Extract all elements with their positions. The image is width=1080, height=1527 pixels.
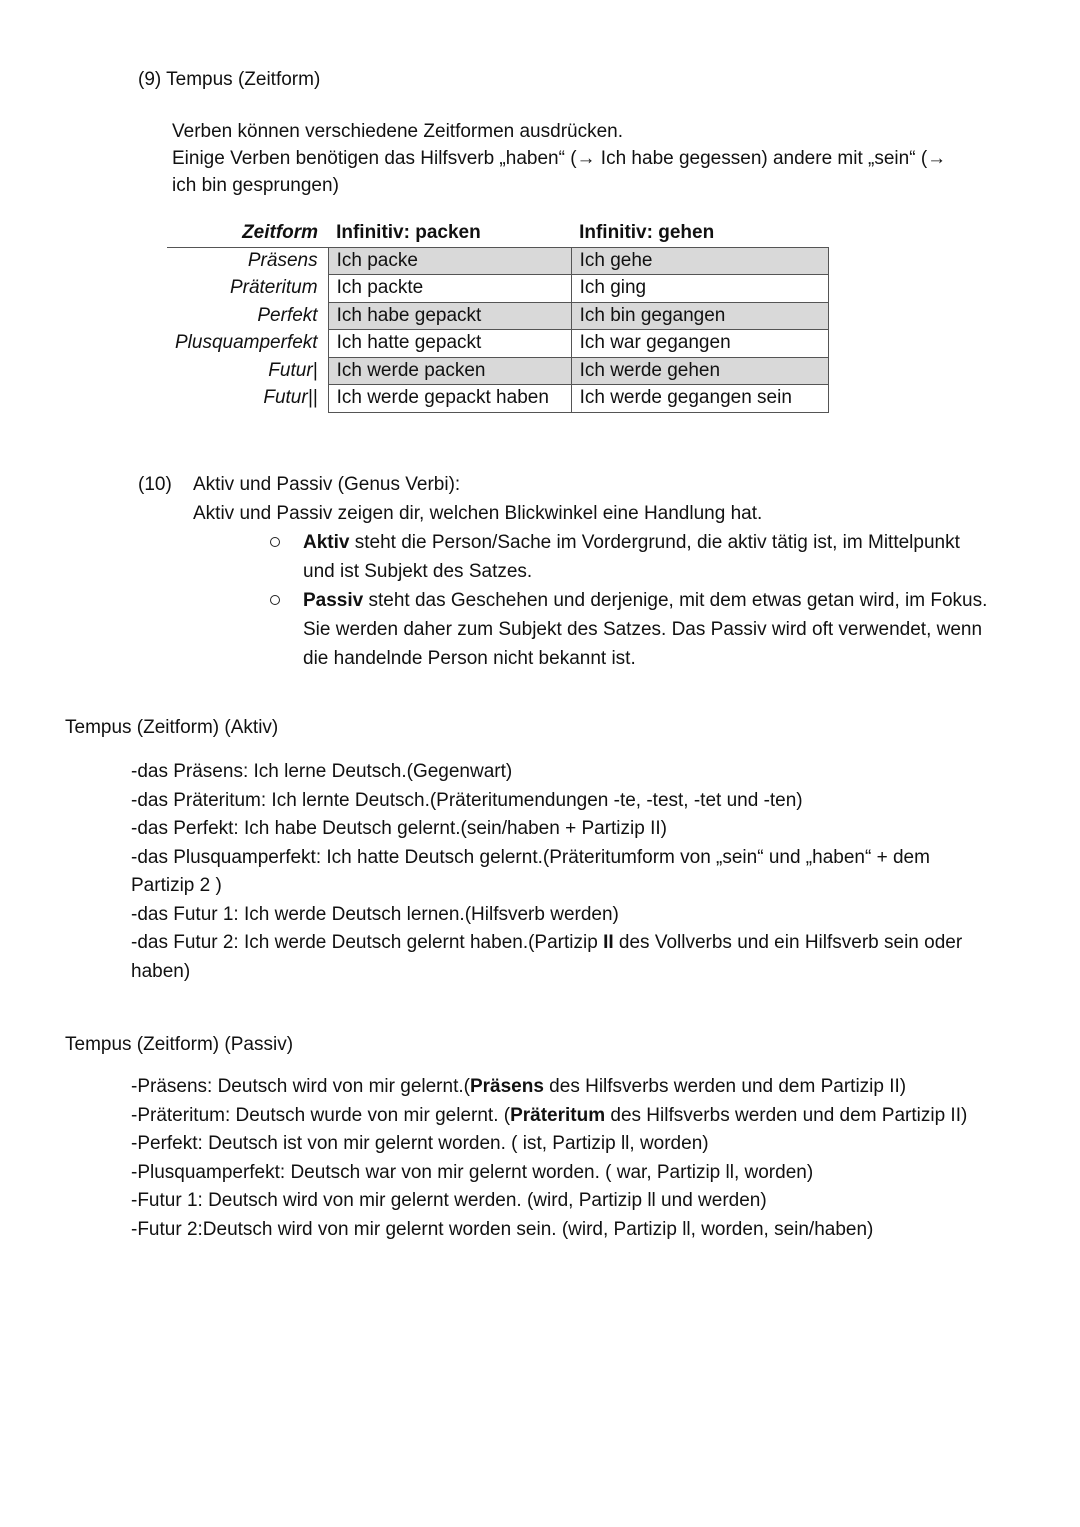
passiv-list [131, 1073, 967, 1244]
term-aktiv: Aktiv [303, 532, 350, 553]
aktiv-line: -das Perfekt: Ich habe Deutsch gelernt.(sein/haben + Partizip II) [131, 818, 667, 839]
row-label: Präteritum [229, 277, 318, 299]
table-cell: Ich packe [328, 247, 571, 275]
list-item-aktiv [303, 528, 987, 586]
intro-line: Verben können verschiedene Zeitformen ausdrücken. [172, 121, 623, 142]
row-label: Präsens [247, 250, 318, 271]
aktiv-line: haben) [131, 960, 191, 982]
section10-intro: Aktiv und Passiv zeigen dir, welchen Blickwinkel eine Handlung hat. [193, 503, 763, 524]
bullet-text: steht das Geschehen und derjenige, mit dem etwas getan wird, im Fokus. [363, 590, 988, 611]
text: des Hilfsverbs werden und dem Partizip II) [605, 1104, 968, 1126]
column-header-packen: Infinitiv: packen [328, 220, 571, 247]
text: des Hilfsverbs werden und dem Partizip II) [543, 1076, 907, 1097]
row-label: Futur|| [263, 387, 318, 409]
table-cell: Ich hatte gepackt [328, 330, 571, 358]
passiv-line [131, 1073, 967, 1102]
table-cell: Ich bin gegangen [571, 302, 828, 330]
table-row [167, 247, 828, 275]
passiv-line: -Perfekt: Deutsch ist von mir gelernt worden. ( ist, Partizip ll, worden) [131, 1133, 709, 1154]
aktiv-line: -das Plusquamperfekt: Ich hatte Deutsch gelernt.(Präteritumform von „sein“ und „haben“ + dem [131, 846, 930, 868]
section10-heading: Aktiv und Passiv (Genus Verbi): [193, 474, 461, 495]
row-label: Plusquamperfekt [175, 332, 318, 354]
tense-table [167, 220, 829, 413]
row-label: Perfekt [257, 304, 318, 326]
aktiv-line-futur2 [131, 929, 962, 958]
section9-intro [172, 118, 946, 199]
table-row [167, 385, 828, 413]
table-cell: Ich gehe [571, 247, 828, 275]
section10-number: (10) [138, 474, 172, 495]
bold-text: II [603, 932, 614, 953]
aktiv-list [131, 758, 962, 986]
table-row [167, 275, 828, 303]
table-cell: Ich habe gepackt [328, 302, 571, 330]
column-header-zeitform: Zeitform [167, 220, 328, 247]
bold-text: Präteritum [510, 1104, 606, 1126]
table-cell: Ich werde packen [328, 357, 571, 385]
table-row [167, 302, 828, 330]
aktiv-line: -das Futur 1: Ich werde Deutsch lernen.(Hilfsverb werden) [131, 903, 619, 925]
table-cell: Ich werde gehen [571, 357, 828, 385]
text: -das Futur 2: Ich werde Deutsch gelernt haben.(Partizip [131, 932, 604, 953]
passiv-line: -Futur 1: Deutsch wird von mir gelernt werden. (wird, Partizip ll und werden) [131, 1190, 767, 1211]
text: -Präteritum: Deutsch wurde von mir gelernt. ( [131, 1104, 511, 1126]
section9-heading: (9) Tempus (Zeitform) [138, 69, 321, 90]
table-cell: Ich werde gepackt haben [328, 385, 571, 413]
aktiv-passiv-list [303, 528, 987, 673]
text: -Präsens: Deutsch wird von mir gelernt.( [131, 1076, 470, 1097]
table-cell: Ich packte [328, 275, 571, 303]
table-cell: Ich war gegangen [571, 330, 828, 358]
row-label: Futur| [268, 359, 318, 381]
bullet-circle-icon [270, 595, 280, 605]
aktiv-line: -das Präsens: Ich lerne Deutsch.(Gegenwart) [131, 761, 513, 782]
intro-line: ich bin gesprungen) [172, 175, 339, 196]
aktiv-line: -das Präteritum: Ich lernte Deutsch.(Präteritumendungen -te, -test, -tet und -ten) [131, 789, 803, 811]
term-passiv: Passiv [303, 590, 364, 611]
bullet-text: und ist Subjekt des Satzes. [303, 561, 533, 582]
column-header-gehen: Infinitiv: gehen [571, 220, 828, 247]
list-item-passiv [303, 586, 987, 673]
table-cell: Ich werde gegangen sein [571, 385, 828, 413]
table-header-row [167, 220, 828, 247]
passiv-line: -Plusquamperfekt: Deutsch war von mir gelernt worden. ( war, Partizip ll, worden) [131, 1161, 814, 1183]
table-row [167, 357, 828, 385]
aktiv-line: Partizip 2 ) [131, 875, 222, 896]
passiv-line [131, 1102, 967, 1131]
text: des Vollverbs und ein Hilfsverb sein oder [613, 932, 963, 953]
bullet-text: Sie werden daher zum Subjekt des Satzes. Das Passiv wird oft verwendet, wenn [303, 619, 983, 640]
aktiv-heading: Tempus (Zeitform) (Aktiv) [65, 717, 279, 738]
table-cell: Ich ging [571, 275, 828, 303]
bullet-text: die handelnde Person nicht bekannt ist. [303, 648, 636, 669]
table-row [167, 330, 828, 358]
bullet-circle-icon [270, 537, 280, 547]
bullet-text: steht die Person/Sache im Vordergrund, die aktiv tätig ist, im Mittelpunkt [349, 532, 960, 553]
bold-text: Präsens [469, 1076, 544, 1097]
passiv-line: -Futur 2:Deutsch wird von mir gelernt worden sein. (wird, Partizip ll, worden, sein/haben) [131, 1218, 874, 1240]
intro-line: Einige Verben benötigen das Hilfsverb „haben“ (→ Ich habe gegessen) andere mit „sein“ (→ [172, 148, 947, 169]
passiv-heading: Tempus (Zeitform) (Passiv) [65, 1034, 294, 1055]
